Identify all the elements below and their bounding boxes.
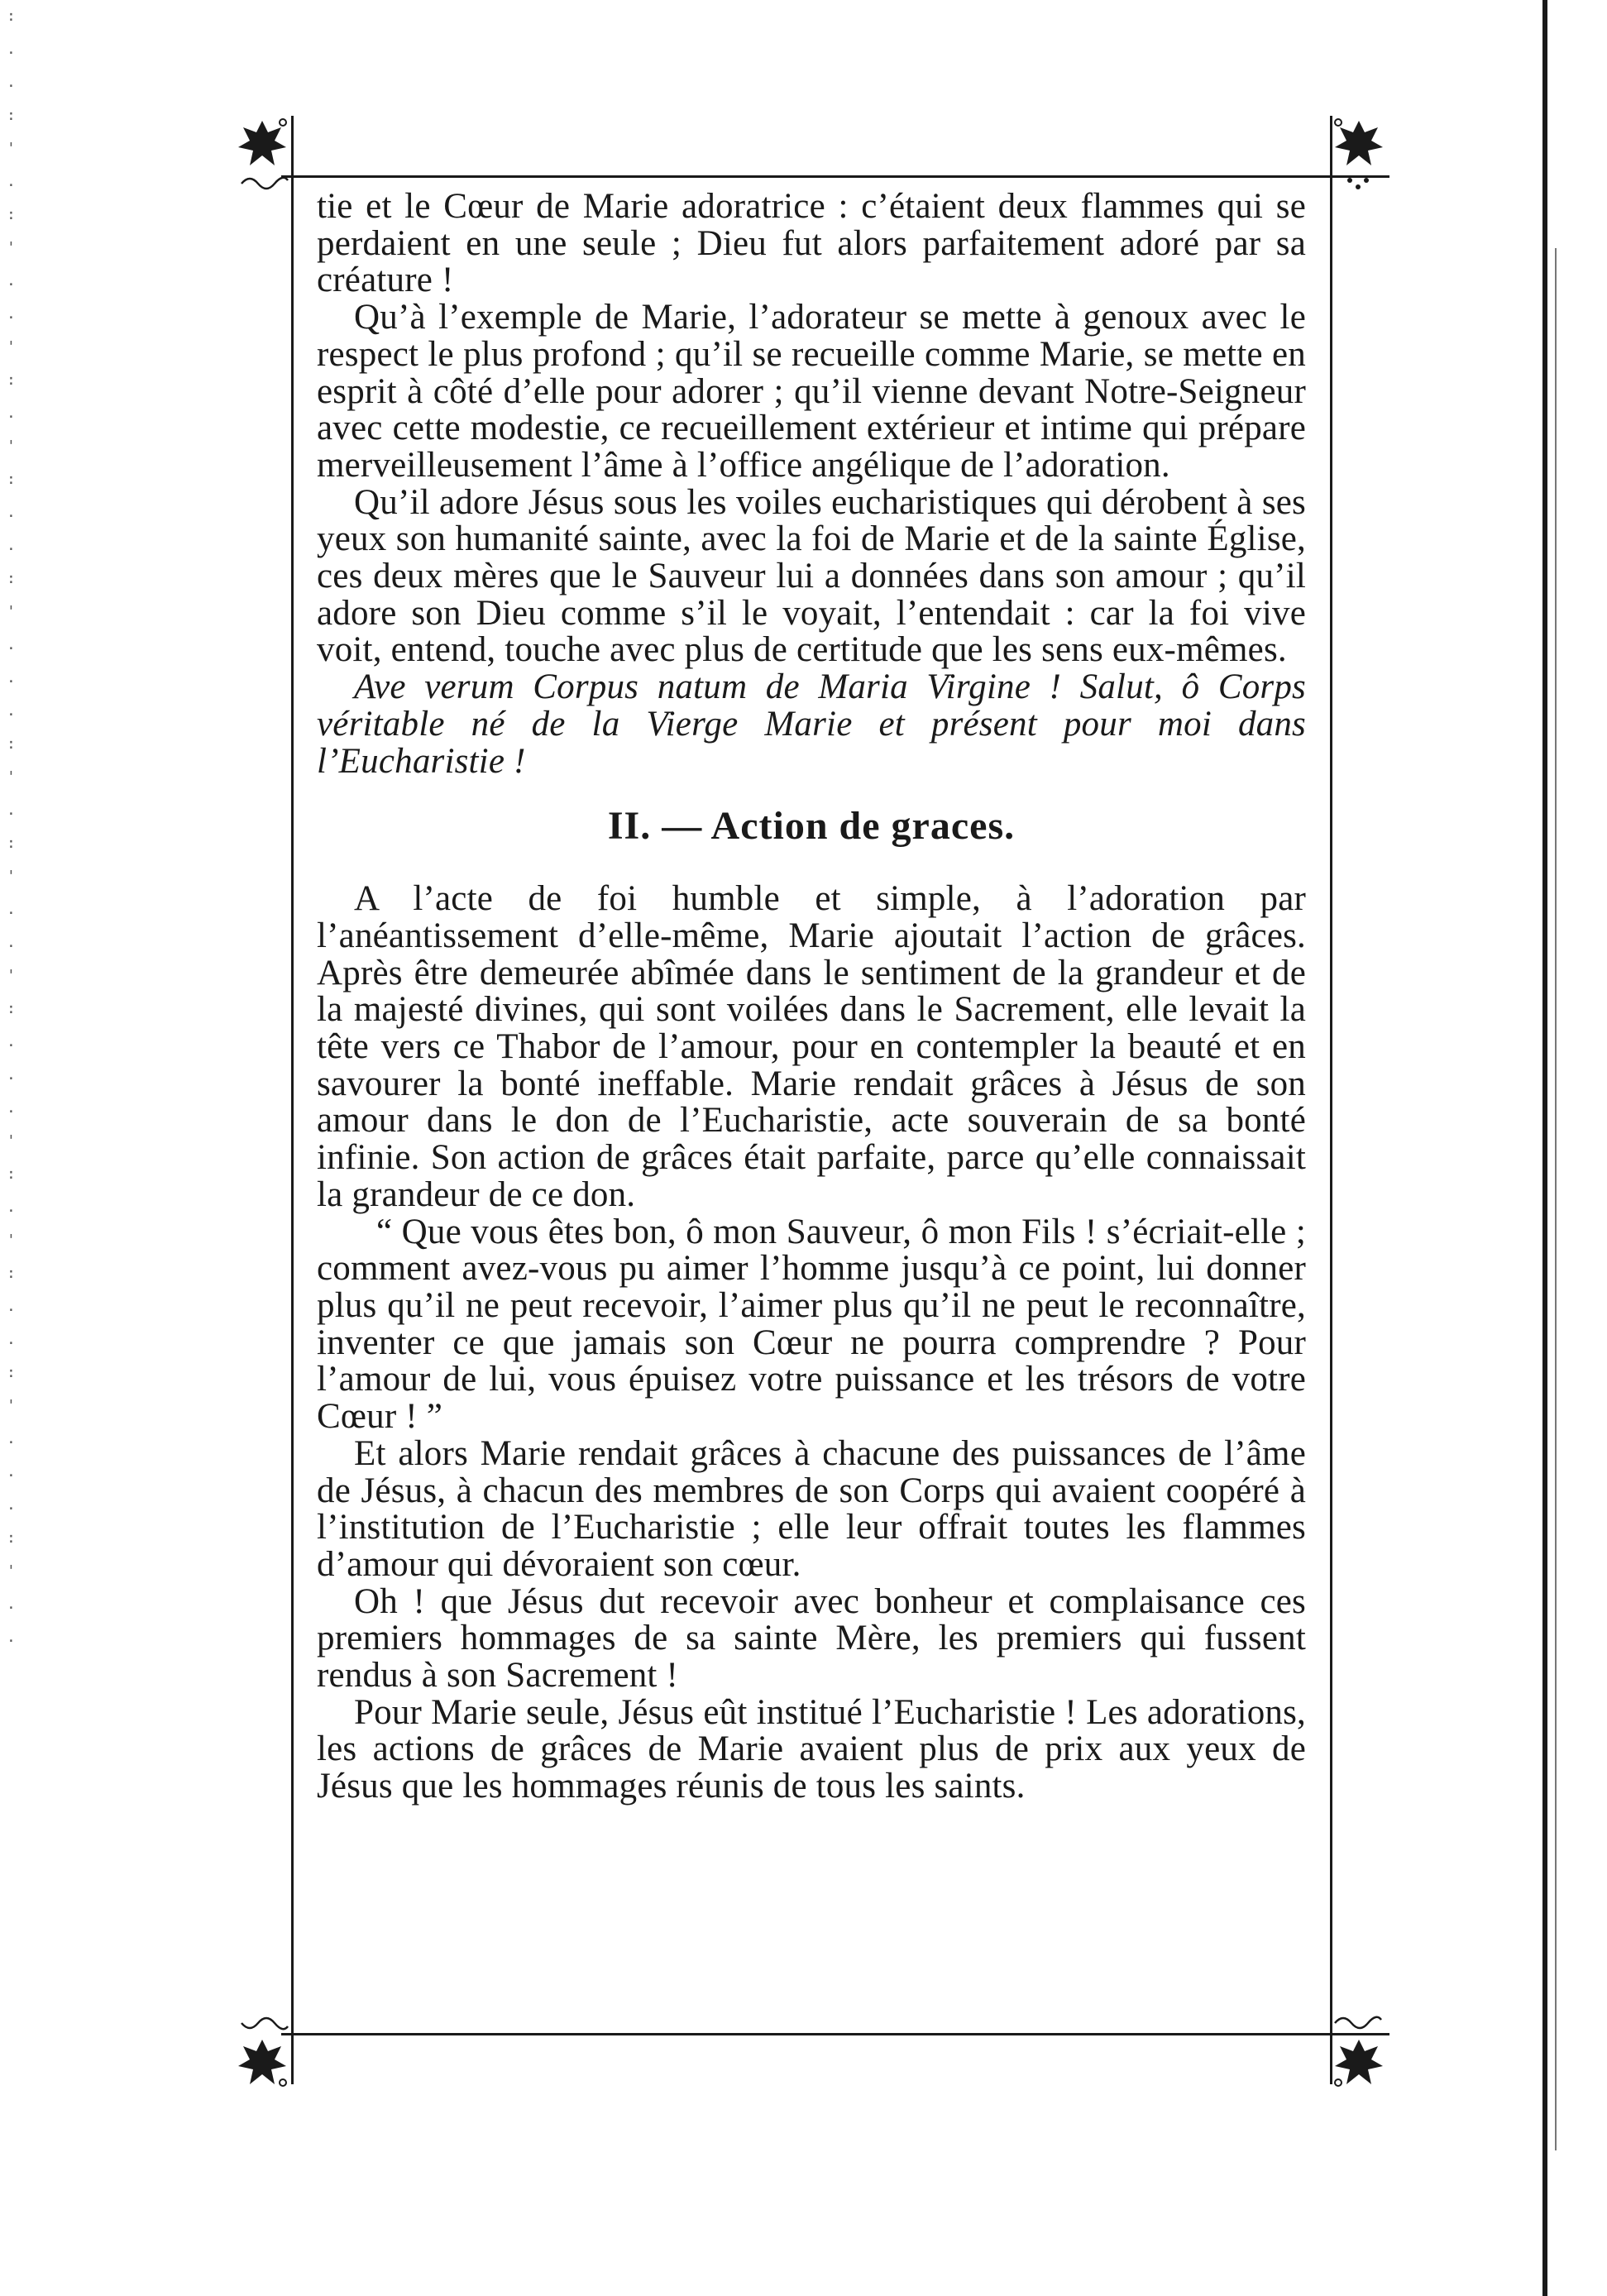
page-text-column	[317, 189, 1306, 1806]
paragraph: Oh ! que Jésus dut recevoir avec bonheur et complaisance ces premiers hommages de sa sainte Mère, les premiers qui fussent rendus à son Sacrement !	[317, 1581, 1306, 1696]
scroll-ornament-icon	[240, 172, 289, 195]
paragraph: Pour Marie seule, Jésus eût institué l’Eucharistie ! Les adorations, les actions de grâces de Marie avaient plus de prix aux yeux de Jésus que les hommages réunis de tous les saints.	[317, 1692, 1306, 1806]
scroll-ornament-icon	[1333, 172, 1383, 195]
scroll-ornament-icon	[240, 2011, 289, 2035]
leaf-ornament-icon	[1330, 114, 1388, 172]
frame-right-rule	[1330, 116, 1332, 2084]
binding-edge	[1542, 0, 1547, 2296]
quote-paragraph: “ Que vous êtes bon, ô mon Sauveur, ô mon Fils ! s’écriait-elle ; comment avez-vous pu aimer l’homme jusqu’à ce point, lui donner plus qu’il ne peut recevoir, l’aimer plus qu’il ne peut le reconnaître, inventer ce que jamais son Cœur ne pourra comprendre ? Pour l’amour de lui, vous épuisez votre puissance et les trésors de votre Cœur ! ”	[317, 1212, 1306, 1437]
leaf-ornament-icon	[1330, 2033, 1388, 2091]
frame-top-rule	[281, 175, 1389, 178]
paragraph: Et alors Marie rendait grâces à chacune des puissances de l’âme de Jésus, à chacun des membres de son Corps qui avaient coopéré à l’institution de l’Eucharistie ; elle leur offrait toutes les flammes d’amour qui dévoraient son cœur.	[317, 1433, 1306, 1584]
frame-bottom-rule	[281, 2033, 1389, 2035]
paragraph: tie et le Cœur de Marie adoratrice : c’étaient deux flammes qui se perdaient en une seule ; Dieu fut alors parfaitement adoré par sa créature !	[317, 187, 1306, 300]
scan-edge-marks: : . . : ' . : ' . . ' : . ' : . . : ' . . . : ' . : ' . . ' : . . . ' : . ' : . . : ' . . . : ' . .	[7, 7, 16, 1646]
section-heading: II. — Action de graces.	[607, 804, 1016, 849]
leaf-ornament-icon	[233, 114, 291, 172]
paragraph: Qu’à l’exemple de Marie, l’adorateur se mette à genoux avec le respect le plus profond ; qu’il se recueille comme Marie, se mette en esprit à côté d’elle pour adorer ; qu’il vienne devant Notre-Seigneur avec cette modestie, ce recueillement extérieur et intime qui prépare merveilleusement l’âme à l’office angélique de l’adoration.	[317, 298, 1306, 485]
scroll-ornament-icon	[1333, 2011, 1383, 2035]
latin-paragraph: Ave verum Corpus natum de Maria Virgine ! Salut, ô Corps véritable né de la Vierge Marie et présent pour moi dans l’Eucharistie !	[317, 667, 1306, 781]
binding-edge-shadow	[1555, 248, 1557, 2150]
paragraph: A l’acte de foi humble et simple, à l’adoration par l’anéantissement d’elle-même, Marie ajoutait l’action de grâces. Après être demeurée abîmée dans le sentiment de la grandeur et de la majesté divines, qui sont voilées dans le Sacrement, elle levait la tête vers ce Thabor de l’amour, pour en contempler la beauté et en savourer la bonté ineffable. Marie rendait grâces à Jésus de son amour dans le don de l’Eucharistie, acte souverain de sa bonté infinie. Son action de grâces était parfaite, parce qu’elle connaissait la grandeur de ce don.	[317, 879, 1306, 1214]
leaf-ornament-icon	[233, 2033, 291, 2091]
frame-left-rule	[291, 116, 294, 2084]
paragraph: Qu’il adore Jésus sous les voiles eucharistiques qui dérobent à ses yeux son humanité sainte, avec la foi de Marie et de la sainte Église, ces deux mères que le Sauveur lui a données dans son amour ; qu’il adore son Dieu comme s’il le voyait, l’entendait : car la foi vive voit, entend, touche avec plus de certitude que les sens eux-mêmes.	[317, 482, 1306, 670]
